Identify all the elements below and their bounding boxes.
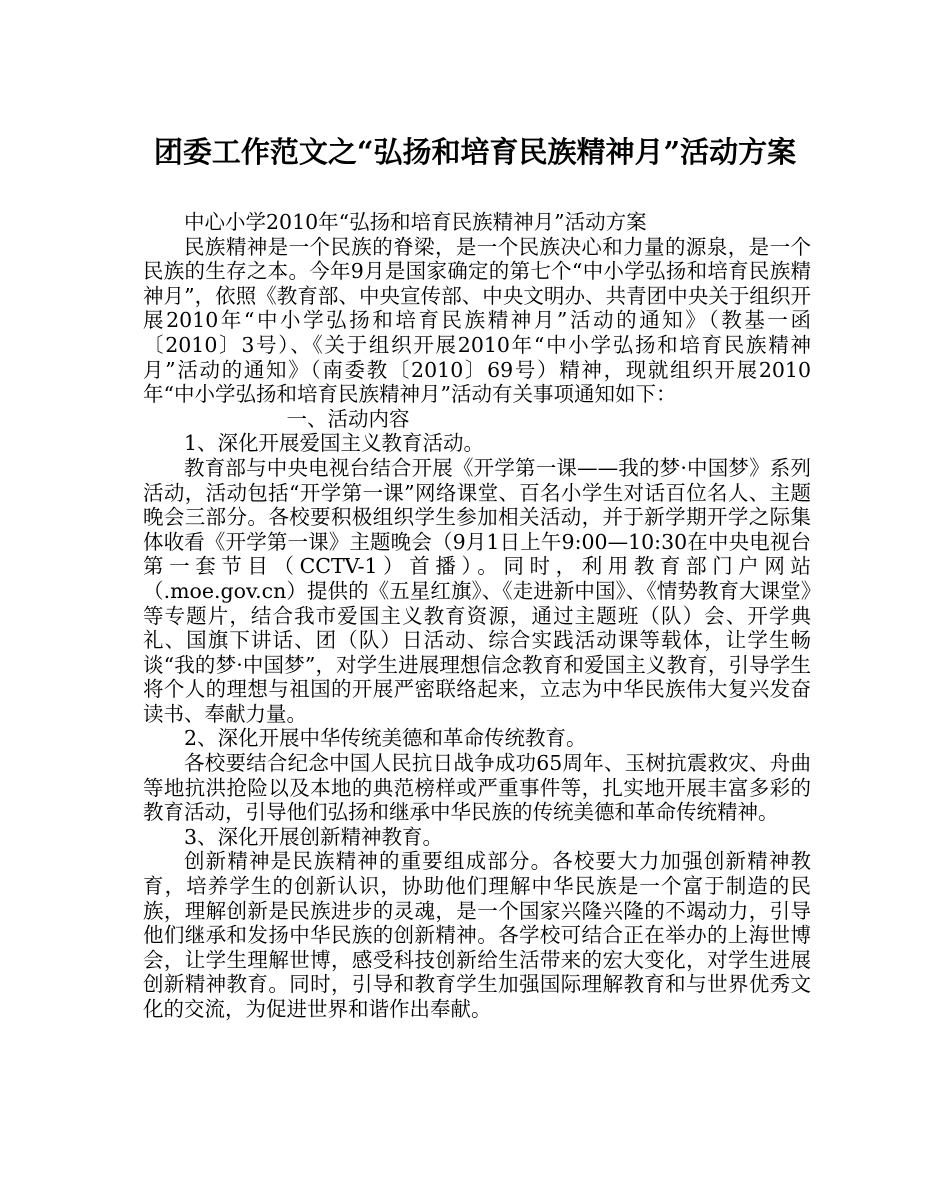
paragraph-patriotism: 教育部与中央电视台结合开展《开学第一课——我的梦·中国梦》系列活动，活动包括“开学第一课”网络课堂、百名小学生对话百位名人、主题晚会三部分。各校要积极组织学生参加相关活动，并于新学期开学之际集体收看《开学第一课》主题晚会（9月1日上午9:00—10:30在中央电视台第一套节目（CCTV-1）首播）。同时，利用教育部门户网站（.moe.gov.cn）提供的《五星红旗》、《走进新中国》、《情势教育大课堂》等专题片，结合我市爱国主义教育资源，通过主题班（队）会、开学典礼、国旗下讲话、团（队）日活动、综合实践活动课等载体，让学生畅谈“我的梦·中国梦”，对学生进展理想信念教育和爱国主义教育，引导学生将个人的理想与祖国的开展严密联络起来，立志为中华民族伟大复兴发奋读书、奉献力量。 <box>143 455 811 726</box>
item-heading-patriotism: 1、深化开展爱国主义教育活动。 <box>184 431 485 456</box>
item-heading-innovation: 3、深化开展创新精神教育。 <box>184 824 444 849</box>
document-body <box>143 210 811 1022</box>
document-title: 团委工作范文之“弘扬和培育民族精神月”活动方案 <box>153 135 797 169</box>
paragraph-innovation: 创新精神是民族精神的重要组成部分。各校要大力加强创新精神教育，培养学生的创新认识，协助他们理解中华民族是一个富于制造的民族，理解创新是民族进步的灵魂，是一个国家兴隆兴隆的不竭动力，引导他们继承和发扬中华民族的创新精神。各学校可结合正在举办的上海世博会，让学生理解世博，感受科技创新给生活带来的宏大变化，对学生进展创新精神教育。同时，引导和教育学生加强国际理解教育和与世界优秀文化的交流，为促进世界和谐作出奉献。 <box>143 849 811 1021</box>
intro-paragraph: 民族精神是一个民族的脊梁，是一个民族决心和力量的源泉，是一个民族的生存之本。今年9月是国家确定的第七个“中小学弘扬和培育民族精神月”，依照《教育部、中央宣传部、中央文明办、共青团中央关于组织开展2010年“中小学弘扬和培育民族精神月”活动的通知》（教基一函〔2010〕3号）、《关于组织开展2010年“中小学弘扬和培育民族精神月”活动的通知》（南委教〔2010〕69号）精神，现就组织开展2010年“中小学弘扬和培育民族精神月”活动有关事项通知如下： <box>143 234 811 407</box>
plan-subtitle: 中心小学2010年“弘扬和培育民族精神月”活动方案 <box>184 210 647 234</box>
item-heading-tradition: 2、深化开展中华传统美德和革命传统教育。 <box>184 726 587 751</box>
paragraph-tradition: 各校要结合纪念中国人民抗日战争成功65周年、玉树抗震救灾、舟曲等地抗洪抢险以及本地的典范榜样或严重事件等，扎实地开展丰富多彩的教育活动，引导他们弘扬和继承中华民族的传统美德和革命传统精神。 <box>143 751 811 825</box>
section-heading-activity-content: 一、活动内容 <box>286 406 410 431</box>
